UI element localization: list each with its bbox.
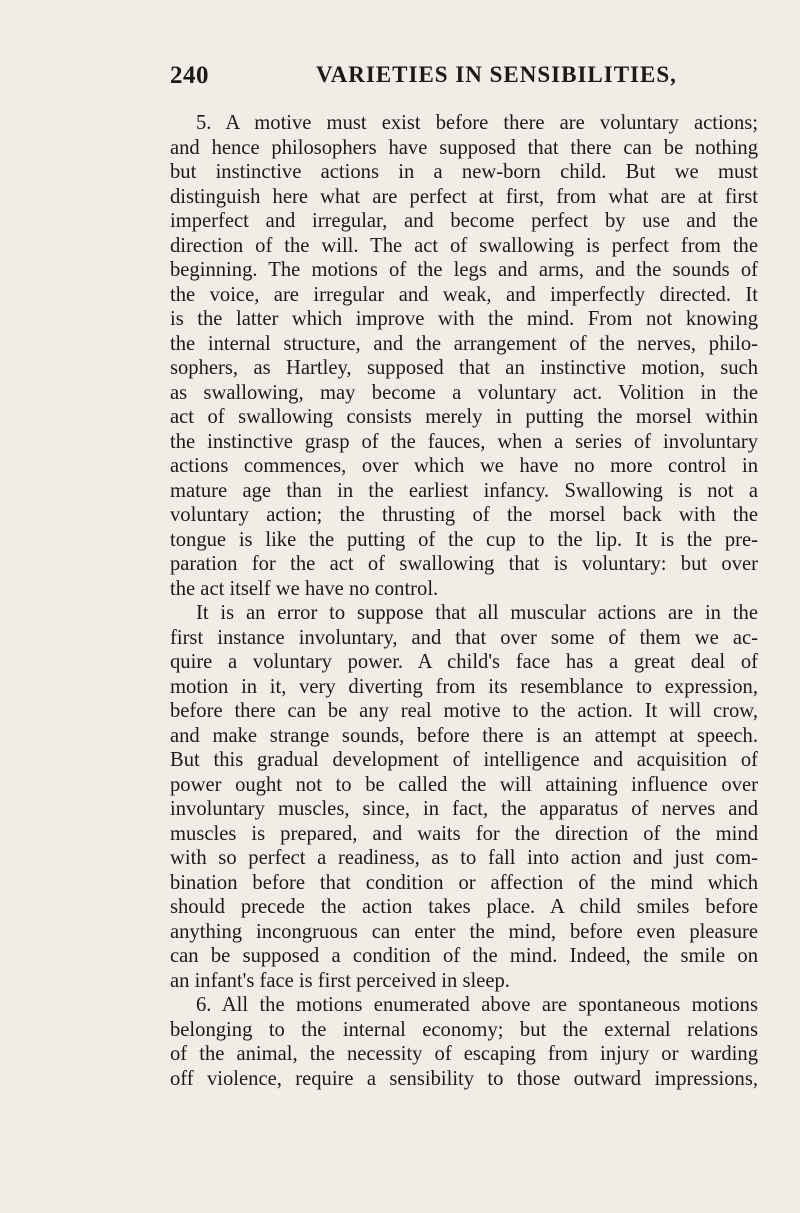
text-line: sophers, as Hartley, supposed that an instinctive motion, such bbox=[170, 357, 758, 379]
text-line: It is an error to suppose that all muscular actions are in the bbox=[196, 602, 758, 624]
text-line: and hence philosophers have supposed that there can be nothing bbox=[170, 136, 758, 159]
text-line: the internal structure, and the arrangement of the nerves, philo- bbox=[170, 332, 758, 355]
page-header bbox=[0, 62, 800, 98]
text-line: an infant's face is first perceived in sleep. bbox=[170, 969, 510, 992]
text-line: direction of the will. The act of swallowing is perfect from the bbox=[170, 234, 758, 257]
text-line: of the animal, the necessity of escaping from injury or warding bbox=[170, 1043, 758, 1065]
text-line: is the latter which improve with the mind. From not knowing bbox=[170, 308, 758, 330]
text-line: mature age than in the earliest infancy. Swallowing is not a bbox=[170, 479, 758, 502]
text-line: should precede the action takes place. A child smiles before bbox=[170, 896, 758, 918]
text-line: actions commences, over which we have no more control in bbox=[170, 455, 758, 477]
text-line: 6. All the motions enumerated above are spontaneous motions bbox=[196, 994, 758, 1016]
text-line: but instinctive actions in a new-born child. But we must bbox=[170, 161, 758, 183]
text-line: off violence, require a sensibility to those outward impressions, bbox=[170, 1067, 758, 1090]
text-line: But this gradual development of intelligence and acquisition of bbox=[170, 749, 758, 771]
page-number: 240 bbox=[170, 62, 209, 89]
text-line: paration for the act of swallowing that is voluntary: but over bbox=[170, 553, 758, 575]
text-line: power ought not to be called the will attaining influence over bbox=[170, 773, 758, 796]
text-line: as swallowing, may become a voluntary act. Volition in the bbox=[170, 381, 758, 404]
text-line: belonging to the internal economy; but the external relations bbox=[170, 1018, 758, 1041]
text-line: the instinctive grasp of the fauces, when a series of involuntary bbox=[170, 430, 758, 453]
text-line: before there can be any real motive to the action. It will crow, bbox=[170, 700, 758, 722]
text-line: bination before that condition or affection of the mind which bbox=[170, 871, 758, 894]
body-text bbox=[170, 111, 758, 1091]
text-line: the voice, are irregular and weak, and imperfectly directed. It bbox=[170, 283, 758, 306]
text-line: 5. A motive must exist before there are voluntary actions; bbox=[196, 112, 758, 134]
text-line: anything incongruous can enter the mind, before even pleasure bbox=[170, 920, 758, 943]
text-line: with so perfect a readiness, as to fall into action and just com- bbox=[170, 847, 758, 869]
text-line: distinguish here what are perfect at first, from what are at first bbox=[170, 185, 758, 208]
text-line: act of swallowing consists merely in putting the morsel within bbox=[170, 406, 758, 428]
text-line: motion in it, very diverting from its resemblance to expression, bbox=[170, 675, 758, 698]
text-line: involuntary muscles, since, in fact, the apparatus of nerves and bbox=[170, 798, 758, 820]
text-line: tongue is like the putting of the cup to the lip. It is the pre- bbox=[170, 528, 758, 551]
text-line: and make strange sounds, before there is an attempt at speech. bbox=[170, 724, 758, 747]
text-line: can be supposed a condition of the mind. Indeed, the smile on bbox=[170, 945, 758, 967]
text-line: voluntary action; the thrusting of the morsel back with the bbox=[170, 504, 758, 526]
text-line: muscles is prepared, and waits for the direction of the mind bbox=[170, 822, 758, 845]
text-line: quire a voluntary power. A child's face has a great deal of bbox=[170, 651, 758, 673]
text-line: imperfect and irregular, and become perfect by use and the bbox=[170, 210, 758, 232]
text-line: first instance involuntary, and that over some of them we ac- bbox=[170, 626, 758, 649]
text-line: beginning. The motions of the legs and arms, and the sounds of bbox=[170, 259, 758, 281]
running-head: VARIETIES IN SENSIBILITIES, bbox=[316, 62, 677, 87]
text-line: the act itself we have no control. bbox=[170, 577, 439, 600]
